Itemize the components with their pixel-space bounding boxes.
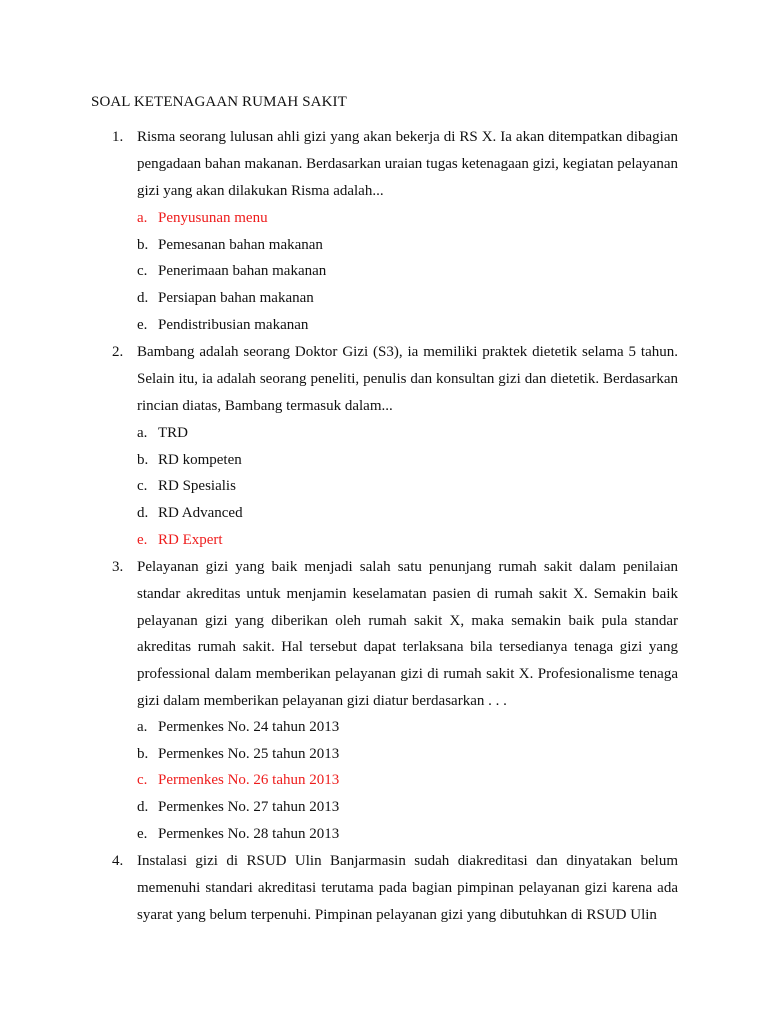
option-letter: e.: [137, 532, 148, 548]
option-letter: b.: [137, 237, 149, 253]
option-text: RD Advanced: [158, 505, 243, 521]
option-text: Penerimaan bahan makanan: [158, 263, 327, 279]
option-letter: e.: [137, 317, 148, 333]
question-number: 3.: [112, 559, 124, 575]
option-letter: e.: [137, 826, 148, 842]
option-text: Pemesanan bahan makanan: [158, 237, 323, 253]
question-number: 2.: [112, 344, 124, 360]
option-letter: d.: [137, 290, 149, 306]
question-text: Instalasi gizi di RSUD Ulin Banjarmasin sudah diakreditasi dan dinyatakan belum memenuhi standari akreditasi terutama pada bagian pimpinan pelayanan gizi karena ada syarat yang belum terpenuhi. Pimpinan pelayanan gizi yang dibutuhkan di RSUD Ulin: [137, 853, 678, 923]
option-text: Persiapan bahan makanan: [158, 290, 314, 306]
option-text: Permenkes No. 26 tahun 2013: [158, 772, 340, 788]
answer-option: [0, 821, 768, 848]
option-letter: d.: [137, 505, 149, 521]
question-number: 1.: [112, 129, 124, 145]
answer-option: [0, 500, 768, 527]
answer-option: [0, 714, 768, 741]
option-letter: c.: [137, 772, 148, 788]
page-title: SOAL KETENAGAAN RUMAH SAKIT: [91, 94, 347, 110]
answer-option: [0, 767, 768, 794]
answer-option: [0, 794, 768, 821]
option-letter: c.: [137, 263, 148, 279]
option-letter: a.: [137, 425, 148, 441]
option-text: Permenkes No. 25 tahun 2013: [158, 746, 340, 762]
option-letter: a.: [137, 210, 148, 226]
answer-option: [0, 258, 768, 285]
question-text: Risma seorang lulusan ahli gizi yang akan bekerja di RS X. Ia akan ditempatkan dibagian pengadaan bahan makanan. Berdasarkan uraian tugas ketenagaan gizi, kegiatan pelayanan gizi yang akan dilakukan Risma adalah...: [137, 129, 678, 199]
option-text: Penyusunan menu: [158, 210, 268, 226]
answer-option: [0, 473, 768, 500]
answer-option: [0, 205, 768, 232]
option-letter: b.: [137, 746, 149, 762]
question-text: Bambang adalah seorang Doktor Gizi (S3), ia memiliki praktek dietetik selama 5 tahun. Selain itu, ia adalah seorang peneliti, penulis dan konsultan gizi dan dietetik. Berdasarkan rincian diatas, Bambang termasuk dalam...: [137, 344, 678, 414]
answer-option: [0, 285, 768, 312]
option-text: TRD: [158, 425, 188, 441]
answer-option: [0, 447, 768, 474]
option-text: Permenkes No. 27 tahun 2013: [158, 799, 340, 815]
question-text: Pelayanan gizi yang baik menjadi salah satu penunjang rumah sakit dalam penilaian standar akreditas untuk menjamin keselamatan pasien di rumah sakit X. Semakin baik pelayanan gizi yang diberikan oleh rumah sakit X, maka semakin baik pula standar akreditas rumah sakit. Hal tersebut dapat terlaksana bila tersedianya tenaga gizi yang professional dalam memberikan pelayanan gizi di rumah sakit X. Profesionalisme tenaga gizi dalam memberikan pelayanan gizi diatur berdasarkan . . .: [137, 559, 678, 709]
answer-option: [0, 741, 768, 768]
option-letter: d.: [137, 799, 149, 815]
question-number: 4.: [112, 853, 124, 869]
option-letter: c.: [137, 478, 148, 494]
option-text: RD Spesialis: [158, 478, 236, 494]
answer-option: [0, 312, 768, 339]
option-text: RD kompeten: [158, 452, 242, 468]
option-letter: a.: [137, 719, 148, 735]
answer-option: [0, 527, 768, 554]
option-letter: b.: [137, 452, 149, 468]
option-text: Permenkes No. 24 tahun 2013: [158, 719, 340, 735]
answer-option: [0, 232, 768, 259]
option-text: Permenkes No. 28 tahun 2013: [158, 826, 340, 842]
answer-option: [0, 420, 768, 447]
option-text: Pendistribusian makanan: [158, 317, 309, 333]
option-text: RD Expert: [158, 532, 223, 548]
